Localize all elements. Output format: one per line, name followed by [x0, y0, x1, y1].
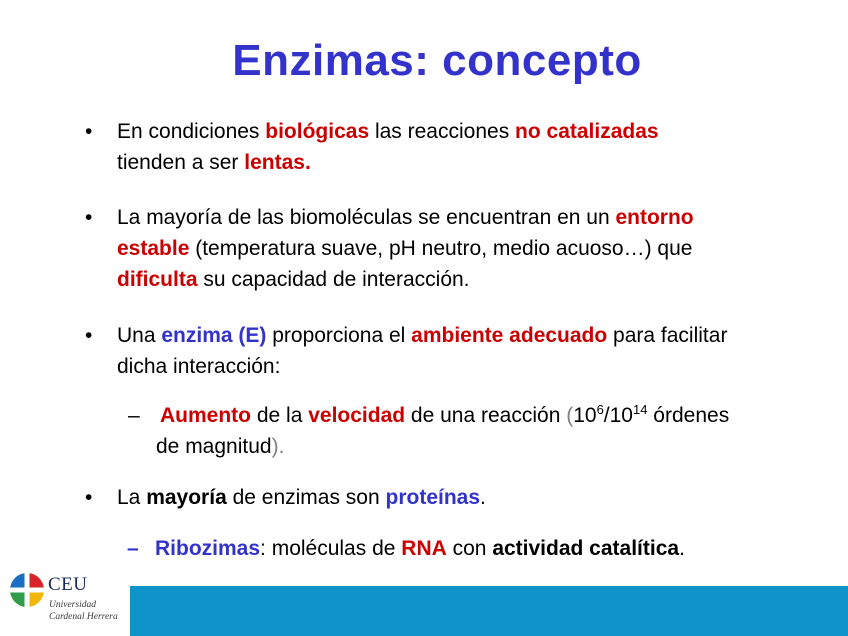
highlight-text: Ribozimas — [155, 537, 261, 560]
highlight-text: estable — [117, 237, 190, 260]
bullet-3-line-2 — [117, 351, 727, 382]
text: tienden a ser — [117, 151, 245, 174]
highlight-text: entorno — [615, 206, 694, 229]
highlight-text: lentas. — [244, 151, 311, 174]
highlight-text: ambiente adecuado — [411, 324, 608, 347]
sub-bullet-2-line-1 — [155, 533, 685, 564]
logo-name: CEU — [48, 574, 88, 595]
text: de una reacción — [405, 404, 567, 427]
sub-bullet-1-line-1 — [156, 400, 729, 431]
logo-subtitle-2: Cardenal Herrera — [49, 612, 118, 622]
bullet-marker: • — [85, 486, 93, 509]
highlight-text: Aumento — [160, 404, 251, 427]
emphasis-text: mayoría — [146, 486, 227, 509]
bullet-marker: • — [85, 324, 93, 347]
text: La — [117, 486, 147, 509]
sub-bullet-1 — [128, 400, 730, 462]
text: /10 — [603, 404, 633, 427]
highlight-text: RNA — [401, 537, 447, 560]
superscript: 14 — [633, 402, 648, 417]
bullet-2-line-1 — [117, 202, 694, 233]
text: En condiciones — [117, 120, 266, 143]
text: La mayoría de las biomoléculas se encuentran en un — [117, 206, 616, 229]
text: para facilitar — [607, 324, 728, 347]
text: . — [679, 537, 685, 560]
text: Una — [117, 324, 162, 347]
footer-bar — [130, 586, 848, 636]
slide-title: Enzimas: concepto — [232, 36, 642, 85]
text: 10 — [573, 404, 597, 427]
text: (temperatura suave, pH neutro, medio acuoso…) que — [189, 237, 693, 260]
text: de magnitud — [156, 435, 272, 458]
bullet-4 — [85, 482, 486, 513]
highlight-text: proteínas — [385, 486, 481, 509]
logo-subtitle-1: Universidad — [49, 600, 96, 610]
emphasis-text: actividad catalítica — [492, 537, 680, 560]
text: órdenes — [647, 404, 730, 427]
superscript: 6 — [596, 402, 604, 417]
bullet-2-line-3 — [117, 264, 694, 295]
text: de la — [251, 404, 309, 427]
bullet-4-line-1 — [117, 482, 486, 513]
bullet-marker: • — [85, 120, 93, 143]
text: ). — [271, 435, 285, 458]
bullet-2-line-2 — [117, 233, 694, 264]
bullet-1-line-2 — [117, 147, 659, 178]
text: proporciona el — [266, 324, 412, 347]
sub-bullet-marker: – — [127, 537, 139, 560]
sub-bullet-2 — [127, 533, 685, 564]
text: : moléculas de — [260, 537, 402, 560]
text: . — [480, 486, 486, 509]
bullet-1 — [85, 116, 659, 178]
text: las reacciones — [369, 120, 516, 143]
text: ( — [566, 404, 574, 427]
text: su capacidad de interacción. — [197, 268, 470, 291]
bullet-1-line-1 — [117, 116, 659, 147]
bullet-3-line-1 — [117, 320, 727, 351]
sub-bullet-marker: – — [128, 404, 140, 427]
highlight-text: no catalizadas — [515, 120, 659, 143]
highlight-text: dificulta — [117, 268, 198, 291]
highlight-text: velocidad — [308, 404, 406, 427]
text: de enzimas son — [226, 486, 386, 509]
text: con — [446, 537, 493, 560]
highlight-text: enzima (E) — [161, 324, 267, 347]
bullet-3 — [85, 320, 728, 382]
sub-bullet-1-line-2 — [156, 431, 729, 462]
text: dicha interacción: — [117, 355, 281, 378]
bullet-2 — [85, 202, 694, 295]
highlight-text: biológicas — [265, 120, 370, 143]
bullet-marker: • — [85, 206, 93, 229]
